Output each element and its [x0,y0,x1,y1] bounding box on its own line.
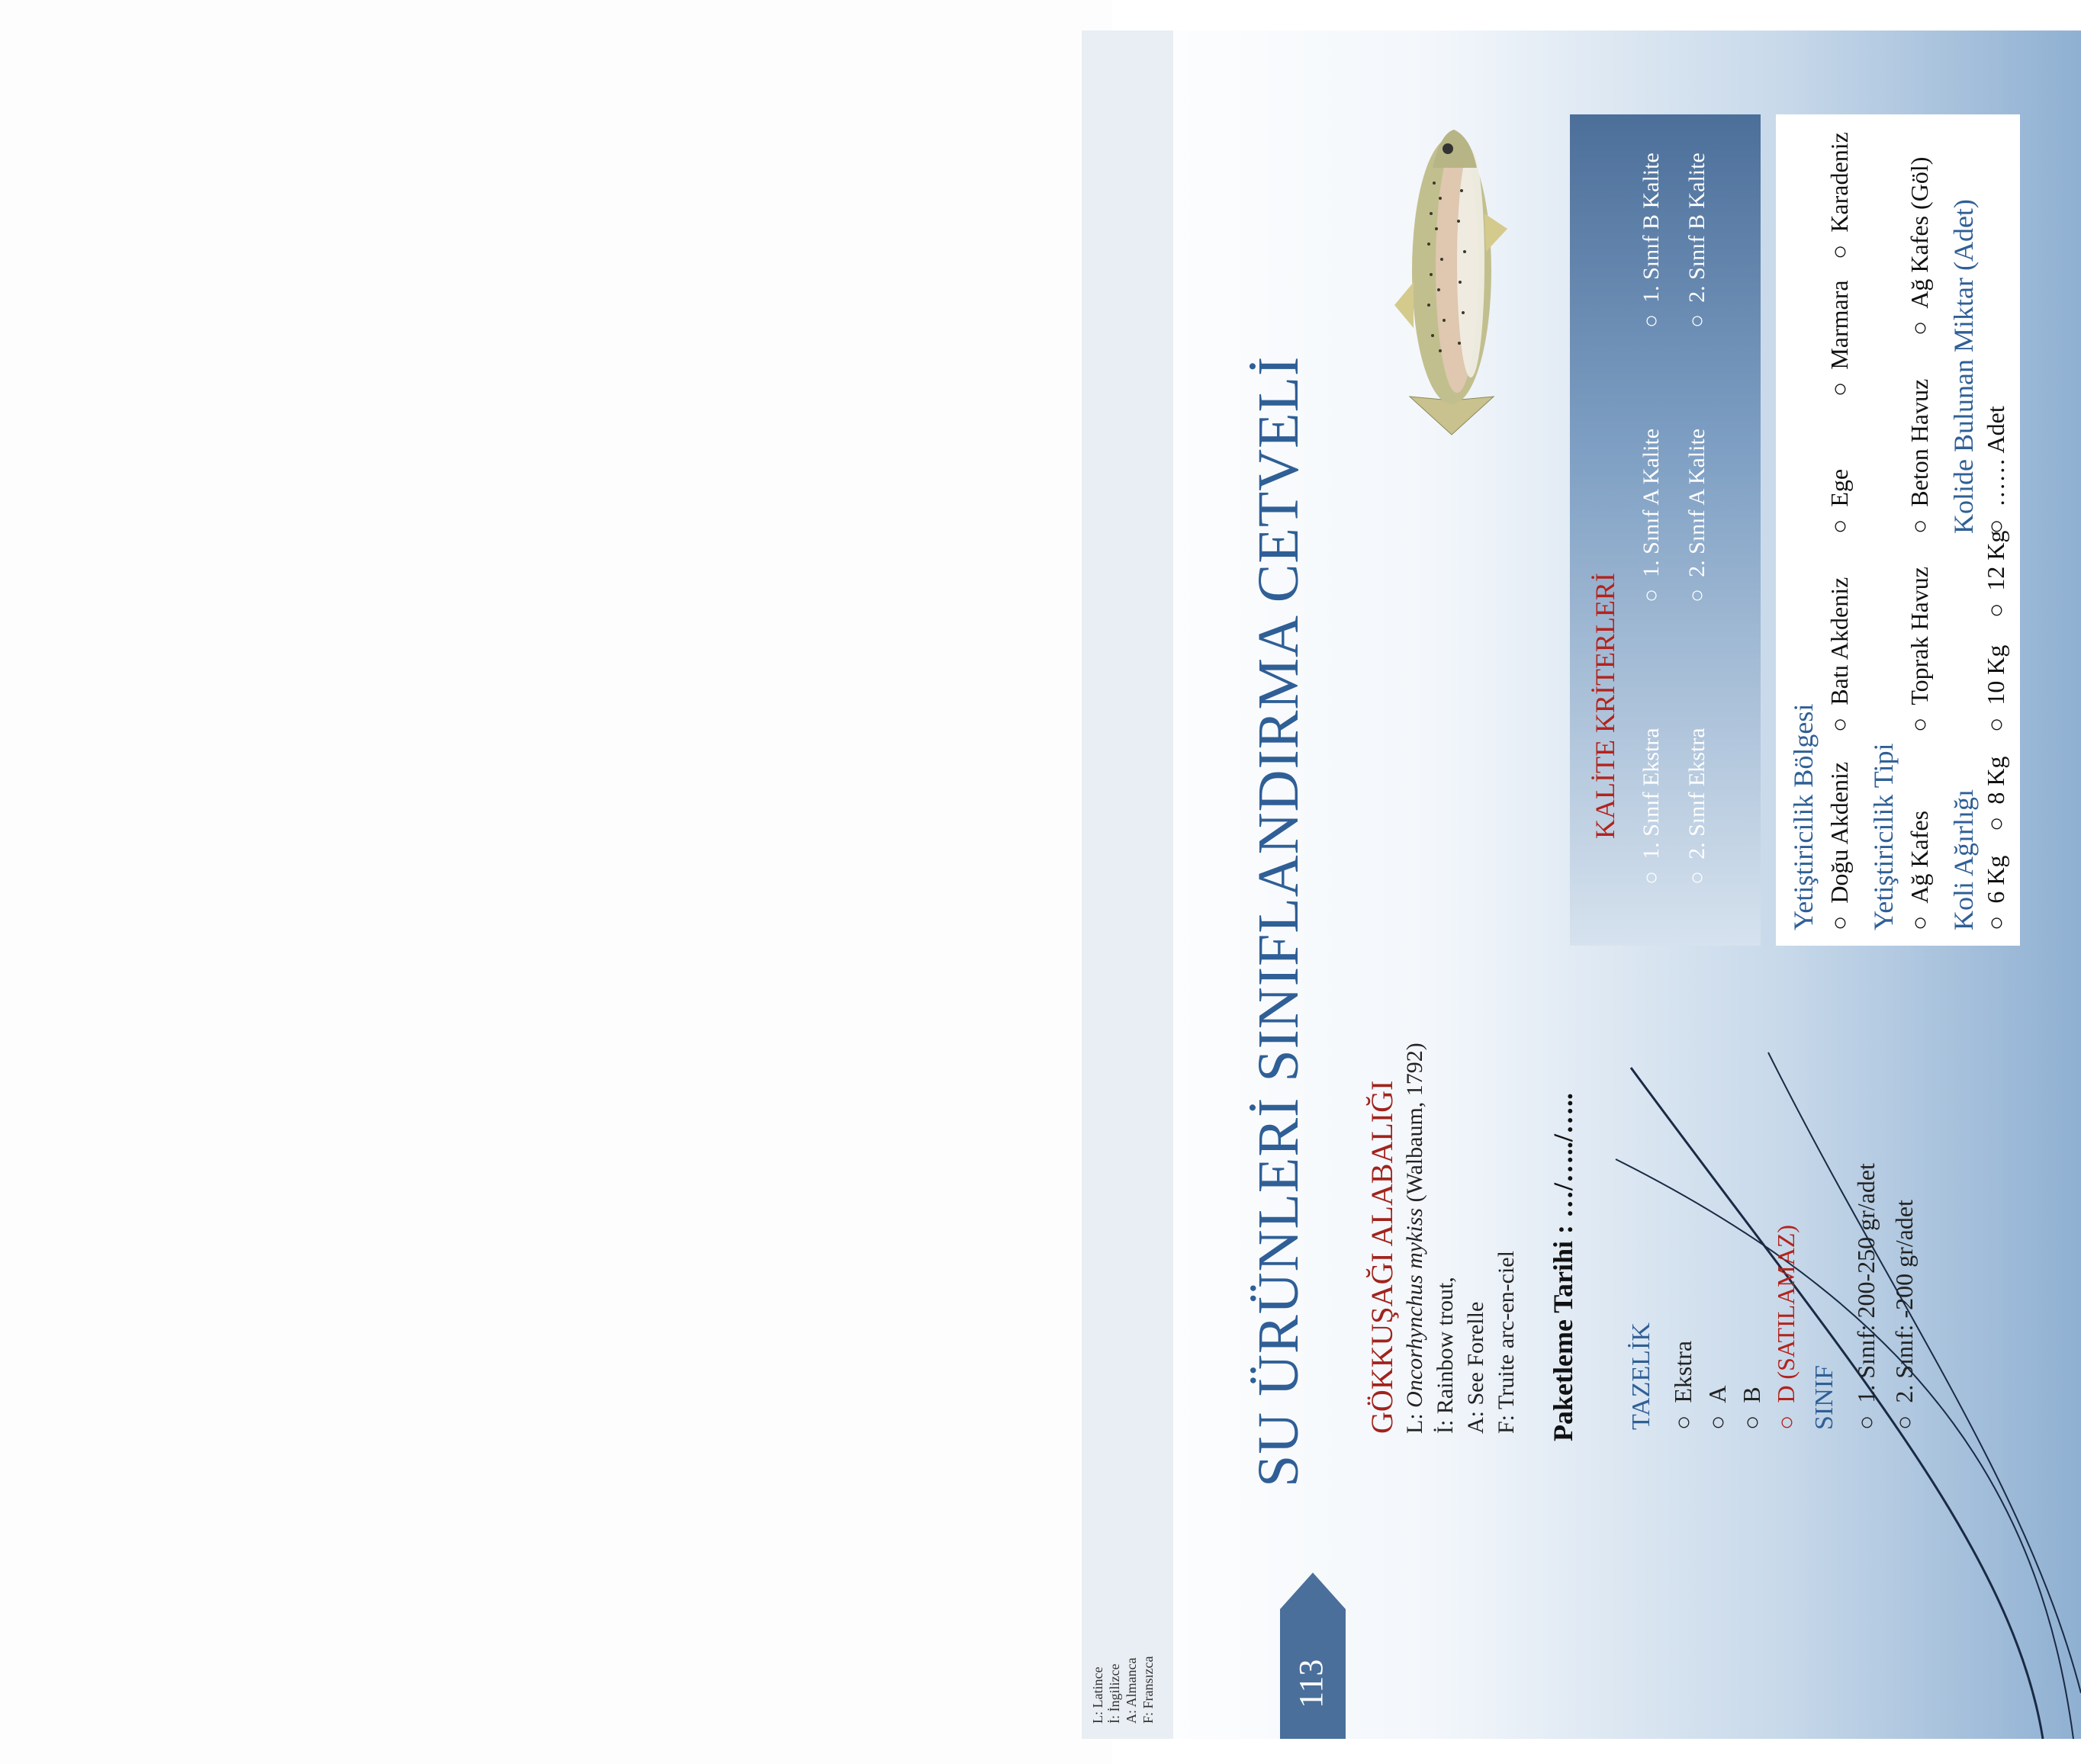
region-option-bati-akdeniz[interactable]: ○ Batı Akdeniz [1825,577,1853,732]
box-count-heading: Kolide Bulunan Miktar (Adet) [1948,199,1979,534]
class-option-2[interactable]: ○ 2. Sınıf: -200 gr/adet [1890,1200,1918,1430]
class-option-1[interactable]: ○ 1. Sınıf: 200-250 gr/adet [1852,1163,1880,1430]
legend-strip [1082,31,1173,1739]
box-weight-heading: Koli Ağırlığı [1948,789,1979,930]
species-name: GÖKKUŞAĞI ALABALIĞI [1365,1080,1399,1434]
rotated-content [1082,31,2081,1739]
class-heading: SINIF [1810,1364,1838,1430]
freshness-label: Ekstra [1669,1340,1697,1403]
farm-type-option-toprak-havuz[interactable]: ○ Toprak Havuz [1906,566,1933,732]
species-german: A: See Forelle [1463,1301,1488,1434]
trout-illustration [1394,122,1509,442]
box-weight-option-12[interactable]: ○ 12 Kg [1982,530,2009,618]
region-option-karadeniz[interactable]: ○ Karadeniz [1825,132,1853,259]
freshness-option-b[interactable]: ○ B [1738,1386,1765,1430]
farm-type-option-ag-kafes[interactable]: ○ Ağ Kafes [1906,810,1933,930]
freshness-label: B [1738,1386,1765,1403]
freshness-option-d[interactable]: ○ D (SATILAMAZ) [1772,1224,1800,1430]
box-weight-option-8[interactable]: ○ 8 Kg [1982,756,2009,831]
class-label: 2. Sınıf: -200 gr/adet [1890,1200,1918,1403]
box-weight-option-10[interactable]: ○ 10 Kg [1982,644,2009,732]
freshness-option-ekstra[interactable]: ○ Ekstra [1669,1340,1697,1430]
quality-label: 1. Sınıf Ekstra [1639,728,1664,860]
region-label: Ege [1825,468,1853,507]
region-option-ege[interactable]: ○ Ege [1825,468,1853,534]
farm-type-option-ag-kafes-gol[interactable]: ○ Ağ Kafes (Göl) [1906,156,1933,336]
region-label: Marmara [1825,280,1853,370]
species-french: F: Truite arc-en-ciel [1494,1251,1519,1434]
latin-name: Oncorhynchus mykiss [1402,1207,1427,1408]
legend [1089,1617,1156,1724]
box-weight-label: 12 Kg [1982,530,2009,591]
quality-option-2-ekstra[interactable]: ○ 2. Sınıf Ekstra [1684,728,1710,885]
page-number-arrow [1280,1573,1346,1609]
legend-french: F: Fransızca [1140,1656,1156,1724]
freshness-label: A [1703,1385,1731,1403]
page-number: 113 [1292,1659,1330,1708]
page-title: SU ÜRÜNLERİ SINIFLANDIRMA CETVELİ [1246,355,1311,1487]
latin-prefix: L: [1402,1413,1427,1434]
species-english: İ: Rainbow trout, [1433,1277,1458,1434]
legend-english: İ: İngilizce [1107,1663,1122,1724]
quality-label: 2. Sınıf Ekstra [1684,728,1710,860]
legend-latin: L: Latince [1090,1666,1105,1724]
farm-type-label: Beton Havuz [1906,378,1933,507]
latin-author: (Walbaum, 1792) [1402,1043,1427,1203]
quality-option-2-a[interactable]: ○ 2. Sınıf A Kalite [1684,428,1710,602]
region-label: Doğu Akdeniz [1825,761,1853,904]
box-count-label: …… Adet [1982,406,2009,507]
box-weight-label: 10 Kg [1982,644,2009,705]
region-option-dogu-akdeniz[interactable]: ○ Doğu Akdeniz [1825,761,1853,930]
box-weight-option-6[interactable]: ○ 6 Kg [1982,855,2009,930]
quality-option-1-ekstra[interactable]: ○ 1. Sınıf Ekstra [1639,728,1664,885]
region-option-marmara[interactable]: ○ Marmara [1825,280,1853,397]
box-count-field[interactable]: ○ …… Adet [1982,406,2009,534]
species-latin [1402,1043,1428,1434]
quality-label: 2. Sınıf A Kalite [1684,428,1710,577]
farm-type-label: Ağ Kafes (Göl) [1906,156,1933,309]
region-heading: Yetiştiricilik Bölgesi [1788,703,1819,930]
box-weight-label: 6 Kg [1982,855,2009,904]
quality-option-2-b[interactable]: ○ 2. Sınıf B Kalite [1684,153,1710,328]
quality-option-1-a[interactable]: ○ 1. Sınıf A Kalite [1639,428,1664,602]
farm-type-heading: Yetiştiricilik Tipi [1868,743,1899,930]
class-label: 1. Sınıf: 200-250 gr/adet [1852,1163,1880,1403]
freshness-heading: TAZELİK [1627,1322,1655,1430]
quality-label: 2. Sınıf B Kalite [1684,153,1710,303]
packaging-date: Paketleme Tarihi : …/…../….. [1548,1093,1578,1441]
farm-type-label: Toprak Havuz [1906,566,1933,705]
freshness-option-a[interactable]: ○ A [1703,1385,1731,1430]
region-label: Karadeniz [1825,132,1853,233]
quality-option-1-b[interactable]: ○ 1. Sınıf B Kalite [1639,153,1664,328]
box-weight-label: 8 Kg [1982,756,2009,805]
farm-type-option-beton-havuz[interactable]: ○ Beton Havuz [1906,378,1933,534]
farm-type-label: Ağ Kafes [1906,810,1933,904]
freshness-label: D (SATILAMAZ) [1772,1224,1800,1403]
legend-german: A: Almanca [1124,1657,1139,1724]
region-label: Batı Akdeniz [1825,577,1853,705]
quality-label: 1. Sınıf A Kalite [1639,428,1664,577]
quality-label: 1. Sınıf B Kalite [1639,153,1664,303]
quality-heading: KALİTE KRİTERLERİ [1590,573,1620,839]
